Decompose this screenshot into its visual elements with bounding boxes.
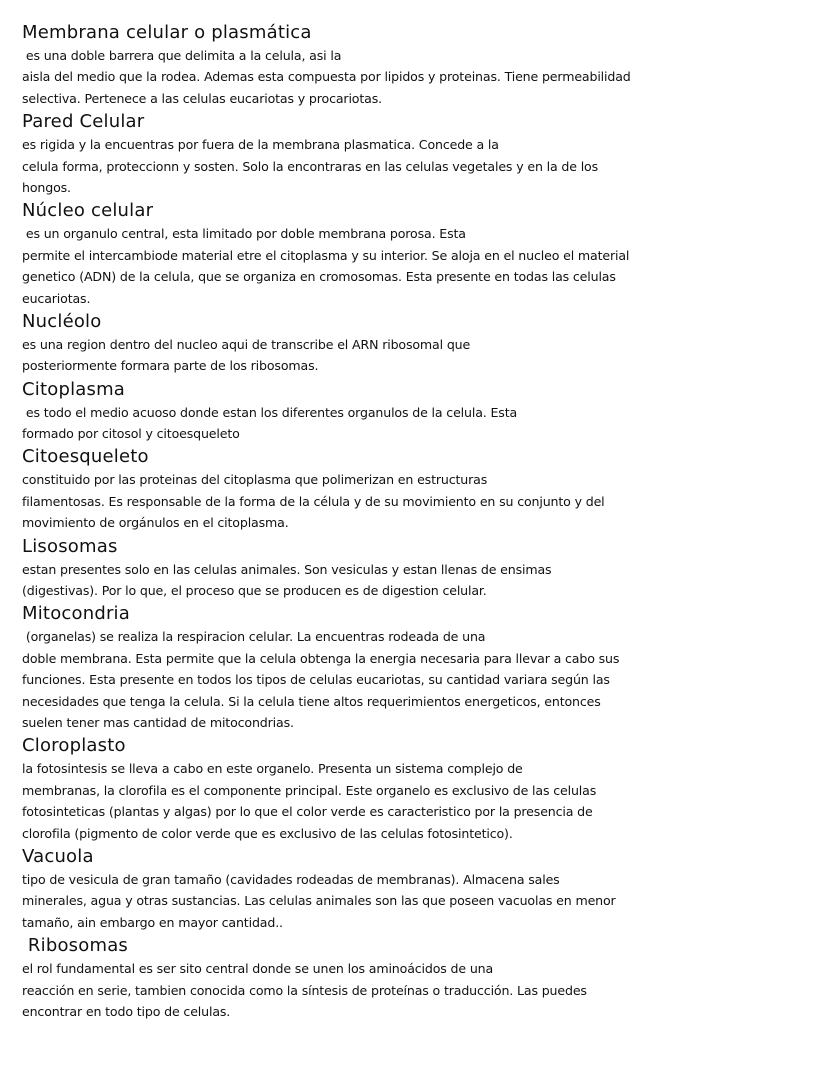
paragraph-line: doble membrana. Esta permite que la celula obtenga la energia necesaria para llevar a cabo sus	[22, 650, 620, 666]
section	[22, 109, 828, 198]
section	[22, 309, 828, 377]
section	[22, 733, 828, 844]
section	[22, 844, 828, 933]
section-heading: Citoplasma	[22, 378, 126, 400]
section-heading: Mitocondria	[22, 603, 130, 625]
paragraph-line: movimiento de orgánulos en el citoplasma.	[22, 515, 289, 531]
paragraph-line: selectiva. Pertenece a las celulas eucariotas y procariotas.	[22, 90, 382, 106]
section	[22, 377, 828, 445]
paragraph-line: aisla del medio que la rodea. Ademas esta compuesta por lipidos y proteinas. Tiene permeabilidad	[22, 69, 631, 85]
paragraph-line: el rol fundamental es ser sito central donde se unen los aminoácidos de una	[22, 961, 494, 977]
section	[22, 534, 828, 602]
section	[22, 20, 828, 109]
paragraph-line: tamaño, ain embargo en mayor cantidad..	[22, 914, 283, 930]
section-heading: Pared Celular	[22, 111, 145, 133]
paragraph-line: es una region dentro del nucleo aqui de transcribe el ARN ribosomal que	[22, 336, 471, 352]
paragraph-line: funciones. Esta presente en todos los tipos de celulas eucariotas, su cantidad variara según las	[22, 672, 610, 688]
paragraph-line: es todo el medio acuoso donde estan los diferentes organulos de la celula. Esta	[22, 404, 518, 420]
section-heading: Citoesqueleto	[22, 446, 149, 468]
section-heading: Vacuola	[22, 845, 94, 867]
section-heading: Núcleo celular	[22, 200, 154, 222]
paragraph-line: fotosinteticas (plantas y algas) por lo que el color verde es caracteristico por la presencia de	[22, 804, 593, 820]
section	[22, 601, 828, 733]
paragraph-line: constituido por las proteinas del citoplasma que polimerizan en estructuras	[22, 472, 488, 488]
paragraph-line: clorofila (pigmento de color verde que es exclusivo de las celulas fotosintetico).	[22, 825, 513, 841]
section	[22, 444, 828, 533]
paragraph-line: (digestivas). Por lo que, el proceso que se producen es de digestion celular.	[22, 583, 487, 599]
paragraph-line: formado por citosol y citoesqueleto	[22, 426, 240, 442]
section-heading: Lisosomas	[22, 535, 118, 557]
paragraph-line: posteriormente formara parte de los ribosomas.	[22, 358, 319, 374]
paragraph-line: filamentosas. Es responsable de la forma de la célula y de su movimiento en su conjunto y del	[22, 493, 605, 509]
paragraph-line: la fotosintesis se lleva a cabo en este organelo. Presenta un sistema complejo de	[22, 761, 523, 777]
paragraph-line: genetico (ADN) de la celula, que se organiza en cromosomas. Esta presente en todas las celulas	[22, 269, 616, 285]
paragraph-line: encontrar en todo tipo de celulas.	[22, 1003, 231, 1019]
paragraph-line: suelen tener mas cantidad de mitocondrias.	[22, 714, 294, 730]
section	[22, 198, 828, 309]
paragraph-line: es un organulo central, esta limitado por doble membrana porosa. Esta	[22, 226, 466, 242]
paragraph-line: reacción en serie, tambien conocida como la síntesis de proteínas o traducción. Las puedes	[22, 982, 587, 998]
paragraph-line: estan presentes solo en las celulas animales. Son vesiculas y estan llenas de ensimas	[22, 561, 552, 577]
paragraph-line: celula forma, proteccionn y sosten. Solo la encontraras en las celulas vegetales y en la de los	[22, 158, 599, 174]
paragraph-line: membranas, la clorofila es el componente principal. Este organelo es exclusivo de las celulas	[22, 782, 597, 798]
section-heading: Ribosomas	[22, 935, 129, 957]
paragraph-line: es rigida y la encuentras por fuera de la membrana plasmatica. Concede a la	[22, 137, 499, 153]
section-heading: Nucléolo	[22, 310, 102, 332]
section-heading: Cloroplasto	[22, 735, 126, 757]
paragraph-line: hongos.	[22, 179, 71, 195]
section-heading: Membrana celular o plasmática	[22, 22, 312, 43]
paragraph-line: (organelas) se realiza la respiracion celular. La encuentras rodeada de una	[22, 629, 486, 645]
paragraph-line: es una doble barrera que delimita a la celula, asi la	[22, 48, 342, 63]
paragraph-line: necesidades que tenga la celula. Si la celula tiene altos requerimientos energeticos, entonces	[22, 693, 601, 709]
paragraph-line: eucariotas.	[22, 290, 91, 306]
paragraph-line: minerales, agua y otras sustancias. Las celulas animales son las que poseen vacuolas en menor	[22, 893, 616, 909]
paragraph-line: tipo de vesicula de gran tamaño (cavidades rodeadas de membranas). Almacena sales	[22, 871, 560, 887]
section	[22, 933, 828, 1022]
paragraph-line: permite el intercambiode material etre el citoplasma y su interior. Se aloja en el nucleo el material	[22, 247, 630, 263]
